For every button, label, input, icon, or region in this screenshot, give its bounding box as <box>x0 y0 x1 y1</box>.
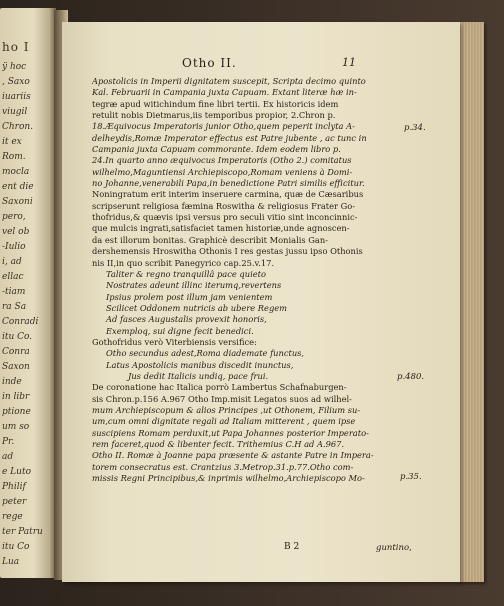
text-line: tegræ apud witichindum fine libri tertii. Ex historicis idem <box>92 98 339 109</box>
left-page-line: -tiam <box>2 287 26 297</box>
left-page-line: pero, <box>2 212 26 222</box>
text-line: Jus dedit Italicis undiq, pace frui. <box>128 370 269 381</box>
text-line: no Johanne,venerabili Papa,in benedictione Patri similis efficitur. <box>92 178 365 189</box>
text-line: que mulcis ingrati,satisfaciet tamen historiæ,unde agnoscen- <box>92 223 350 234</box>
text-line: Otho II. Romæ à Joanne papa præsente & astante Patre in Impera- <box>92 450 374 461</box>
marginal-note: p.34. <box>404 123 426 133</box>
text-line: Taliter & regno tranquillâ pace quieto <box>106 268 266 279</box>
text-line: De coronatione hac Italica porrò Lambertus Schafnaburgen- <box>92 382 347 393</box>
left-page-line: Chron. <box>2 122 34 132</box>
text-line: torem consecratus est. Crantzius 3.Metrop.31.p.77.Otho com- <box>92 461 354 472</box>
text-line: Campania juxta Capuam commorante. Idem eodem libro p. <box>92 144 341 155</box>
text-line: Apostolicis in Imperii dignitatem suscepit, Scripta decimo quinto <box>92 76 366 86</box>
left-page-line: ÿ hoc <box>2 62 27 72</box>
page-number: 11 <box>342 56 356 69</box>
left-page-line: Saxon <box>2 362 30 372</box>
left-page-line: ad <box>2 452 14 462</box>
left-page-line: ‚ Saxo <box>2 77 30 87</box>
text-line: Latus Apostolicis manibus discedit inunctus, <box>106 359 294 370</box>
text-line: nis II,in quo scribit Panegyrico cap.25.v.17. <box>92 257 275 268</box>
left-page-line: Lua <box>2 557 20 567</box>
text-line: Gothofridus verò Viterbiensis versifice: <box>92 336 257 347</box>
left-page-line: um so <box>2 422 30 432</box>
text-line: Ipsius prolem post illum jam venientem <box>106 291 273 302</box>
left-page-line: Conra <box>2 347 30 357</box>
text-line: scripserunt religiosa fæmina Roswitha & religiosus Frater Go- <box>92 200 356 211</box>
text-line: missis Regni Principibus,& inprimis wilhelmo,Archiepiscopo Mo- <box>92 473 365 484</box>
left-page-line: vel ob <box>2 227 30 237</box>
text-line: sis Chron.p.156 A.967 Otho Imp.misit Legatos suos ad wilhel- <box>92 393 352 404</box>
left-page-line: Saxoni <box>2 197 33 207</box>
left-page-line: ter Patru <box>2 527 43 537</box>
left-page-line: Conradi <box>2 317 39 327</box>
left-page-line: Philif <box>2 482 26 492</box>
left-page-line: it ex <box>2 137 22 147</box>
text-line: retulit nobis Dietmarus,iis temporibus propior, 2.Chron p. <box>92 110 336 121</box>
left-page-line: in libr <box>2 392 30 402</box>
text-line: dershemensis Hroswitha Othonis I res gestas jussu ipso Othonis <box>92 246 363 257</box>
marginal-note: p.480. <box>397 372 425 382</box>
left-page-line: Pr. <box>2 437 15 447</box>
left-page-line: inde <box>2 377 22 387</box>
text-line: da est illorum bonitas. Graphicè describit Monialis Gan- <box>92 234 329 245</box>
text-line: 18.Æquivocus Imperatoris junior Otho,quem peperit inclyta A- <box>92 121 355 132</box>
left-page-line: ent die <box>2 182 34 192</box>
left-page-line: Rom. <box>2 152 26 162</box>
body-text <box>92 76 425 484</box>
left-page-line: iuariis <box>2 92 31 102</box>
text-line: Exemploq, sui digne fecit benedici. <box>106 325 254 336</box>
left-page-line: peter <box>2 497 27 507</box>
text-line: Noningratum erit interim inseruere carmina, quæ de Cæsaribus <box>92 189 364 200</box>
catchword: guntino, <box>376 543 412 553</box>
left-page-line: ellac <box>2 272 24 282</box>
text-line: Ad fasces Augustalis provexit honoris, <box>106 314 267 325</box>
text-line: mum Archiepiscopum & alios Principes ,ut Othonem, Filium su- <box>92 404 361 415</box>
left-page-line: itu Co <box>2 542 30 552</box>
left-running-head: ho I <box>2 40 30 54</box>
text-line: rem faceret,quod & libenter fecit. Trithemius C.H ad A.967. <box>92 439 345 449</box>
left-page-line: -Iulio <box>2 242 26 252</box>
text-line: thofridus,& quævis ipsi versus pro seculi vitio sint inconcinnic- <box>92 212 358 223</box>
text-line: um,cum omni dignitate regali ad Italiam mitterent , quem ipse <box>92 416 356 427</box>
text-line: suscipiens Romam perduxit,ut Papa Johannes posterior Imperato- <box>92 427 369 438</box>
page-edges <box>458 22 484 582</box>
left-page-line: viugil <box>2 107 28 117</box>
right-page <box>62 22 460 582</box>
text-line: Otho secundus adest,Roma diademate functus, <box>106 348 305 359</box>
left-page-line: rege <box>2 512 23 522</box>
text-line: Kal. Februarii in Campania juxta Capuam. Extant literæ hæ in- <box>92 87 357 98</box>
text-line: 24.In quarto anno æquivocus Imperatoris (Otho 2.) comitatus <box>92 155 352 166</box>
text-line: wilhelmo,Maguntiensi Archiepiscopo,Romam veniens à Domi- <box>92 166 353 177</box>
text-line: Scilicet Oddonem nutricis ab ubere Regem <box>106 302 288 313</box>
signature-mark: B 2 <box>284 542 300 552</box>
left-page-line: ptione <box>2 407 31 417</box>
left-page-line: mocla <box>2 167 30 177</box>
left-page-line: ra Sa <box>2 302 27 312</box>
left-page-edge <box>0 8 56 578</box>
text-line: delheydis,Romæ Imperator effectus est Patre jubente , ac tunc in <box>92 132 367 143</box>
text-line: Nostrates adeunt illinc iterumq,revertens <box>106 280 282 291</box>
running-head-title: Otho II. <box>182 56 237 70</box>
left-page-line: i, ad <box>2 257 22 267</box>
left-page-line: e Luto <box>2 467 31 477</box>
marginal-note: p.35. <box>400 472 422 482</box>
left-page-line: itu Co. <box>2 332 33 342</box>
